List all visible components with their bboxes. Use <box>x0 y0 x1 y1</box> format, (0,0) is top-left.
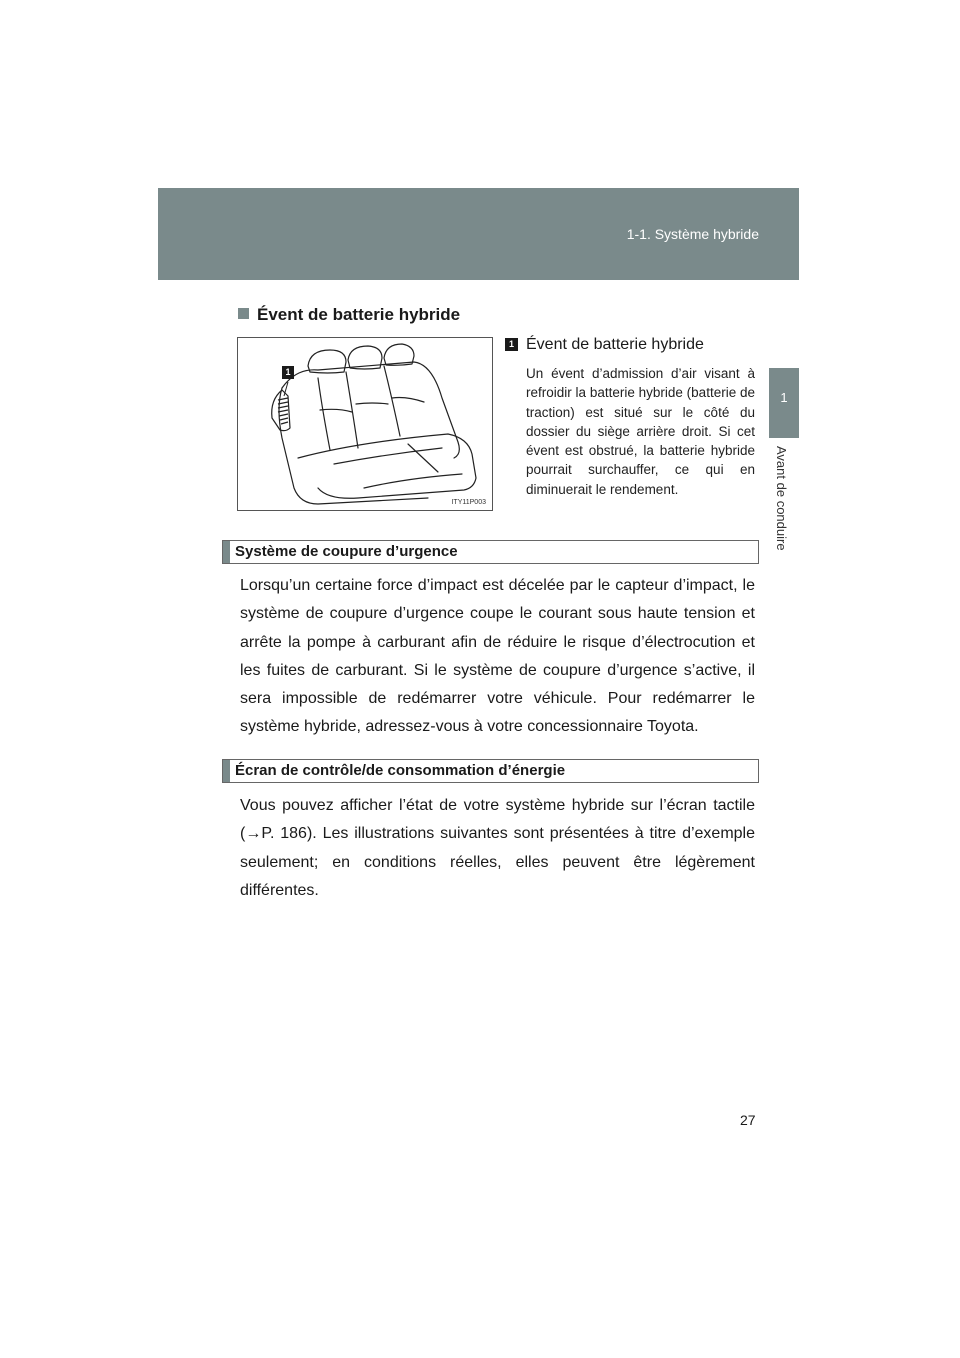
heading-accent-bar <box>223 541 230 563</box>
emergency-cutoff-paragraph: Lorsqu’un certaine force d’impact est décelée par le capteur d’impact, le système de coupure d’urgence coupe le courant sous haute tension et arrête la pompe à carburant afin de réduire le risque d’électrocution et les fuites de carburant. Si le système de coupure d’urgence s’active, il sera impossible de redémarrer votre véhicule. Pour redémarrer le système hybride, adressez-vous à votre concessionnaire Toyota. <box>240 577 755 736</box>
chapter-label <box>774 446 794 566</box>
section-heading-text: Système de coupure d’urgence <box>235 543 458 560</box>
heading-accent-bar <box>223 760 230 782</box>
rear-seat-drawing <box>238 338 492 510</box>
callout-number-badge: 1 <box>505 338 518 351</box>
header-band <box>158 188 799 280</box>
energy-monitor-paragraph: Vous pouvez afficher l’état de votre système hybride sur l’écran tactile (→P. 186). Les illustrations suivantes sont présentées à titre d’exemple seulement; en conditions réelles, elles peuvent être légèrement différentes. <box>240 797 755 899</box>
section-heading-energy-monitor <box>222 759 759 783</box>
page-number: 27 <box>740 1112 756 1128</box>
chapter-title: Avant de conduire <box>774 446 789 551</box>
section-title: 1-1. Système hybride <box>626 226 759 242</box>
section-heading-text: Écran de contrôle/de consommation d’énergie <box>235 762 566 779</box>
vent-subheading-text: Évent de batterie hybride <box>257 305 461 324</box>
figure-badge-number: 1 <box>285 367 291 377</box>
section-heading-emergency-cutoff <box>222 540 759 564</box>
chapter-tab <box>769 368 799 438</box>
square-bullet-icon <box>238 308 249 319</box>
figure-code: ITY11P003 <box>451 499 486 506</box>
callout-title <box>505 336 704 354</box>
callout-title-text: Évent de batterie hybride <box>526 336 704 353</box>
callout-description: Un évent d’admission d’air visant à refroidir la batterie hybride (batterie de traction) est situé sur le côté du dossier du siège arrière droit. Si cet évent est obstrué, la batterie hybride pourrait surchauffer, ce qui en diminuerait le rendement. <box>526 366 755 497</box>
rear-seat-illustration <box>237 337 493 511</box>
vent-subheading <box>238 305 460 325</box>
chapter-number: 1 <box>780 390 788 405</box>
